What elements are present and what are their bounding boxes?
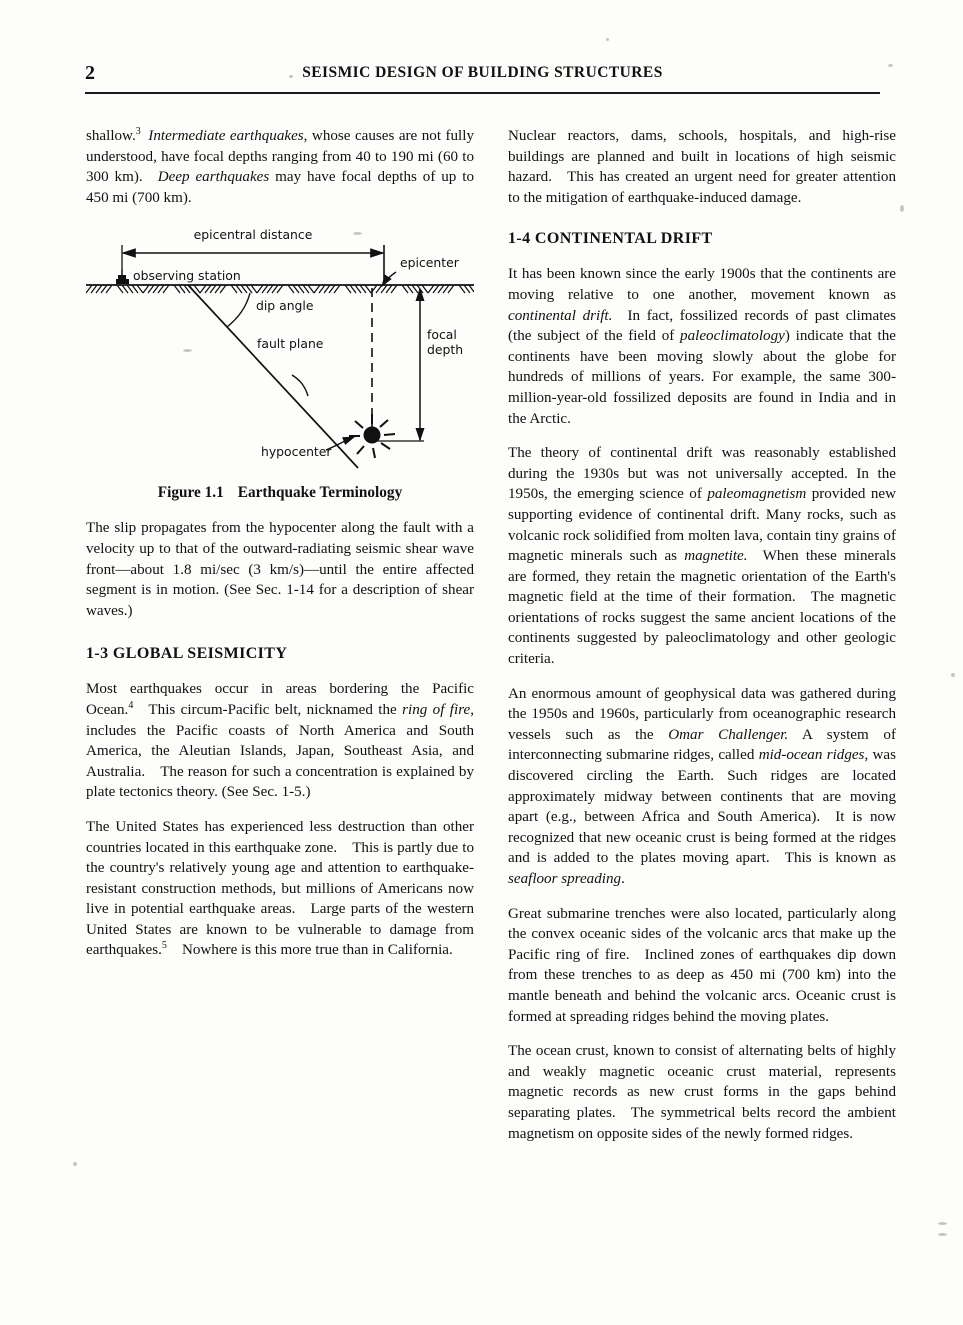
text-run-italic: Intermediate earthquakes [148,128,304,144]
column-right [508,126,896,1158]
figure-caption-title: Earthquake Terminology [237,484,403,502]
running-head-title: SEISMIC DESIGN OF BUILDING STRUCTURES [302,64,663,81]
paragraph-continents-known [508,264,896,429]
text-run: ) indicate that the continents have been moving slowly about the globe for hundreds of millions of years. For example, the same 300-million-year-old fossilized deposits are found in India and in the Arctic. [508,328,896,427]
scan-speck [938,1222,947,1225]
figure-svg [86,222,474,480]
text-run: In fact, fossilized records of past climates (the subject of the field of [508,307,896,345]
text-run-italic: Omar Challenger. [668,726,789,743]
text-run: , includes the Pacific coasts of North America and South America, the Aleutian Islands, Japan, Southeast Asia, and Australia. The reason for such a concentration is explained by plate tectonics theory. (See Sec. 1-5.) [86,701,474,801]
footnote-marker-5: 5 [161,940,167,952]
label-observing-station: observing station [133,268,241,284]
paragraph-submarine-trenches: Great submarine trenches were also located, particularly along the convex oceanic sides of the volcanic arcs that make up the Pacific ring of fire. Inclined zones of earthquakes dip down from these trenches to as deep as 450 mi (700 km) into the mantle beneath and behind the volcanic arcs. Oceanic crust is formed at spreading ridges behind the moving plates. [508,905,896,1025]
text-run: When these minerals are formed, they retain the magnetic orientation of the Earth's magnetic field at the time of their formation. The magnetic orientations of rocks suggest the same ancient locations of the continents suggested by paleoclimatology and other geologic criteria. [508,548,896,668]
text-run: , whose causes are not fully understood, have focal depths ranging from 40 to 190 mi (60 to 300 km). [86,128,474,186]
hypocenter-marker [349,414,395,458]
running-head [85,62,880,96]
text-run-italic: mid-ocean ridges [758,747,865,764]
column-left [86,126,474,975]
scan-speck [938,1233,947,1236]
scan-speck [73,1162,77,1166]
text-run: The theory of continental drift was reasonably established during the 1930s but was not universally accepted. In the 1950s, the emerging science of [508,445,896,503]
observing-station-marker [116,269,129,284]
text-run-italic: ring of fire [402,701,471,718]
scan-speck [888,64,893,67]
paragraph-united-states [86,817,474,961]
paragraph-nuclear-reactors: Nuclear reactors, dams, schools, hospitals, and high-rise buildings are planned and built in locations of high seismic hazard. This has created an urgent need for greater attention to the mitigation of earthquake-induced damage. [508,128,896,206]
scan-speck [951,673,955,677]
text-run: This circum-Pacific belt, nicknamed the [133,701,403,718]
label-fault-plane: fault plane [257,336,324,352]
fault-plane-leader [292,375,308,396]
scan-speck [183,349,192,352]
text-run: , was discovered circling the Earth. Such ridges are located approximately midway between continents that are moving apart (e.g., between Africa and South America). It is now recognized that new oceanic crust is being formed at the ridges and is added to the plates moving apart. This is known as [508,747,896,867]
scan-speck [289,75,293,78]
text-run-italic: Deep earthquakes [157,169,270,186]
scan-speck [606,38,609,41]
page-number: 2 [85,62,96,84]
fault-plane-extension [334,442,358,468]
paragraph-geophysical-data [508,684,896,890]
footnote-marker-4: 4 [128,699,134,711]
heading-continental-drift: 1-4 CONTINENTAL DRIFT [508,230,713,248]
label-focal-depth-line2: depth [427,342,464,358]
paragraph-slip-propagation: The slip propagates from the hypocenter along the fault with a velocity up to that of the outward-radiating seismic shear wave front—about 1.8 mi/sec (3 km/s)—until the entire affected segment is in motion. (See Sec. 1-14 for a description of shear waves.) [86,520,474,619]
ground-surface [86,285,474,293]
text-run: An enormous amount of geophysical data was gathered during the 1950s and 1960s, particularly from oceanographic research vessels such as the [508,685,896,743]
text-run-italic: continental drift. [508,307,613,324]
text-run: . [621,871,625,887]
text-run: It has been known since the early 1900s that the continents are moving relative to one another, movement known as [508,266,896,303]
label-dip-angle: dip angle [256,298,314,314]
figure-caption [86,484,474,502]
focal-depth-dimension [372,289,424,441]
text-run-italic: magnetite. [684,548,748,565]
paragraph-continued [86,126,474,208]
label-epicenter: epicenter [400,255,459,271]
text-run-italic: paleomagnetism [707,486,807,503]
text-run-italic: paleoclimatology [680,328,785,345]
footnote-marker-3: 3 [135,125,141,137]
figure-earthquake-terminology [86,222,474,480]
text-run: A system of interconnecting submarine ridges, called [508,726,896,764]
text-run: Nowhere is this more true than in California. [166,942,453,959]
text-run: shallow. [86,128,136,144]
label-hypocenter: hypocenter [261,444,332,460]
paragraph-theory-drift [508,443,896,670]
text-run: provided new supporting evidence of continental drift. Many rocks, such as volcanic rock solidified from molten lava, contain tiny grains of magnetic minerals such as [508,486,896,565]
header-rule [85,92,880,94]
paragraph-ocean-crust: The ocean crust, known to consist of alternating belts of highly and weakly magnetic oceanic crust material, represents magnetic records as new crust forms in the gaps behind separating plates. The symmetrical belts record the ambient magnetism on opposite sides of the newly formed ridges. [508,1043,896,1142]
paragraph-pacific-belt [86,679,474,803]
heading-global-seismicity: 1-3 GLOBAL SEISMICITY [86,645,288,663]
figure-caption-label: Figure 1.1 [157,484,224,502]
text-run: The United States has experienced less destruction than other countries located in this earthquake zone. This is partly due to the country's relatively young age and attention to earthquake-resistant construction methods, but millions of Americans now live in potential earthquake areas. Large parts of the western United States are known to be vulnerable to damage from earthquakes. [86,818,474,959]
text-run: may have focal depths of up to 450 mi (700 km). [86,169,474,206]
scan-speck [900,205,904,212]
text-run: Most earthquakes occur in areas bordering the Pacific Ocean. [86,681,474,718]
label-focal-depth-line1: focal [427,327,457,343]
text-run-italic: seafloor spreading [508,871,622,887]
label-epicentral-distance: epicentral distance [193,227,313,243]
dip-angle-leader [227,293,250,327]
scan-speck [353,232,362,235]
